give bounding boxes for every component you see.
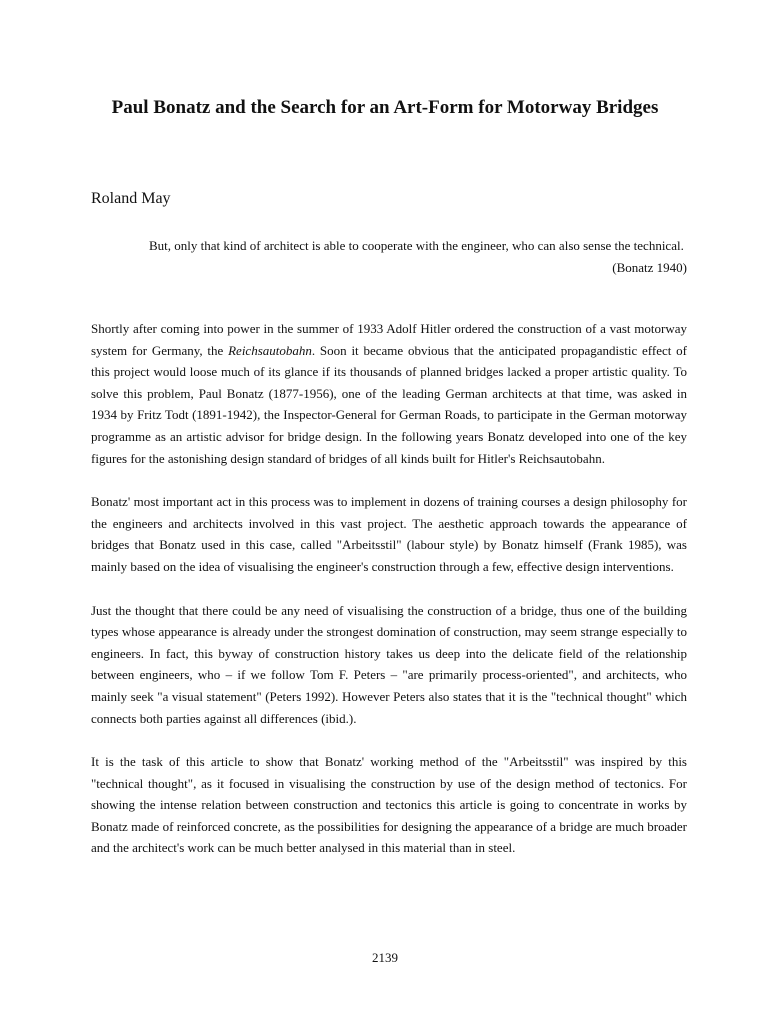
paragraph-2: Bonatz' most important act in this process was to implement in dozens of training courses a design philosophy for the engineers and architects involved in this vast project. The aesthetic approach towards the appearance of bridges that Bonatz used in this case, called "Arbeitsstil" (labour style) by Bonatz himself (Frank 1985), was mainly based on the idea of visualising the engineer's construction through a few, effective design interventions.: [91, 494, 687, 574]
epigraph: [149, 235, 687, 279]
paragraph-4: It is the task of this article to show that Bonatz' working method of the "Arbeitsstil" was inspired by this "technical thought", as it focused in visualising the construction by use of the design method of tectonics. For showing the intense relation between construction and tectonics this article is going to concentrate in works by Bonatz made of reinforced concrete, as the possibilities for designing the appearance of a bridge are much broader and the architect's work can be much better analysed in this material than in steel.: [91, 754, 687, 856]
epigraph-source: (Bonatz 1940): [612, 260, 687, 275]
paragraph-1: [91, 318, 687, 469]
paragraph-1-italic-term: Reichsautobahn: [228, 342, 312, 358]
paragraph-3: Just the thought that there could be any need of visualising the construction of a bridge, thus one of the building types whose appearance is already under the strongest domination of construction, may seem strange especially to engineers. In fact, this byway of construction history takes us deep into the delicate field of the relationship between engineers, who – if we follow Tom F. Peters – "are primarily process-oriented", and architects, who mainly seek "a visual statement" (Peters 1992). However Peters also states that it is the "technical thought" which connects both parties against all differences (ibid.).: [91, 602, 687, 726]
paper-title: Paul Bonatz and the Search for an Art-Form for Motorway Bridges: [111, 97, 659, 118]
author-name: Roland May: [91, 190, 171, 207]
paragraph-1-text-end: . Soon it became obvious that the anticipated propagandistic effect of this project would loose much of its glance if its thousands of planned bridges lacked a proper artistic quality. To solve this problem, Paul Bonatz (1877-1956), one of the leading German architects at that time, was asked in 1934 by Fritz Todt (1891-1942), the Inspector-General for German Roads, to participate in the German motorway programme as an artistic advisor for bridge design. In the following years Bonatz developed into one of the key figures for the astonishing design standard of bridges of all kinds built for Hitler's Reichsautobahn.: [91, 342, 687, 466]
article-body: [91, 318, 687, 881]
epigraph-text: But, only that kind of architect is able to cooperate with the engineer, who can also sense the technical.: [149, 238, 684, 253]
paragraph-1-text-start: Shortly after coming into power in the summer of 1933 Adolf Hitler ordered the construction of a vast motorway system for Germany, the: [91, 321, 687, 358]
page-number: 2139: [372, 950, 398, 965]
